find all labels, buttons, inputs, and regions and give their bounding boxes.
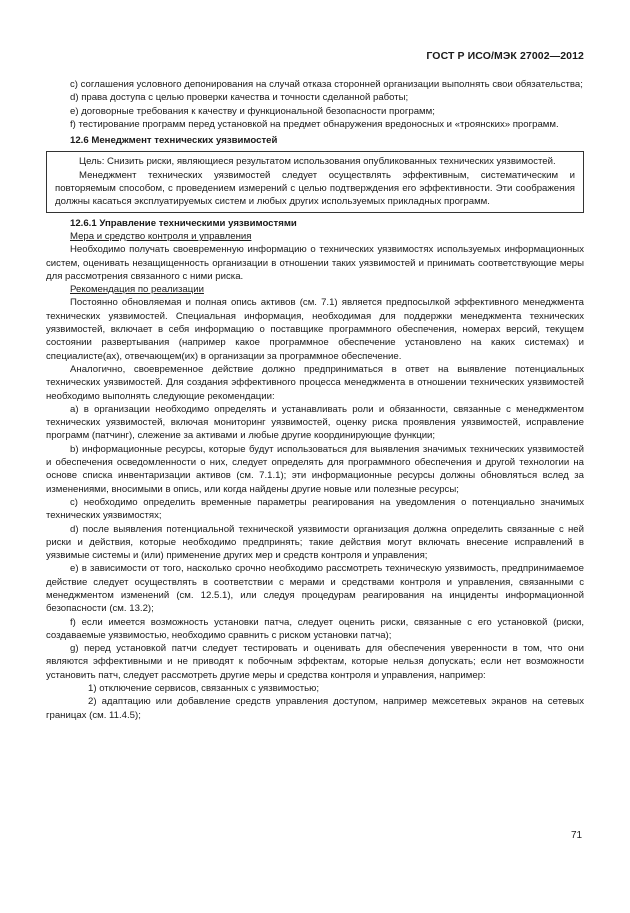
subsection-heading: 12.6.1 Управление техническими уязвимостями <box>70 217 297 229</box>
list-item: f) если имеется возможность установки патча, следует оценить риски, связанные с его установкой (риски, создаваемые уязвимостью, необходимо сравнить с риском установки патча); <box>46 616 584 641</box>
objective-text: Менеджмент технических уязвимостей следует осуществлять эффективным, систематическим и повторяемым способом, с проведением измерений с целью подтверждения его эффективности. Эти соображения должны касаться эксплуатируемых систем и любых других используемых прикладных программ. <box>55 169 575 208</box>
sub-list-item: 1) отключение сервисов, связанных с уязвимостью; <box>88 683 320 695</box>
objective-text: Цель: Снизить риски, являющиеся результатом использования опубликованных технических уязвимостей. <box>79 156 556 168</box>
list-item: e) в зависимости от того, насколько срочно необходимо рассмотреть техническую уязвимость, предпринимаемое действие следует осуществлять в соответствии с мерами и средствами контроля и управления, связанными с менеджментом изменений (см. 12.5.1), или следуя процедурам реагирования на инциденты информационной безопасности (см. 13.2); <box>46 563 584 615</box>
control-text: Необходимо получать своевременную информацию о технических уязвимостях используемых информационных систем, оценивать незащищенность организации в отношении таких уязвимостей и принимать соответствующие меры для рассмотрения связанного с ними риска. <box>46 244 584 282</box>
guidance-paragraph: Аналогично, своевременное действие должно предприниматься в ответ на выявление потенциальных технических уязвимостей. Для создания эффективного процесса менеджмента в отношении технических уязвимостей необходимо выполнять следующие рекомендации: <box>46 363 584 402</box>
list-item: d) права доступа с целью проверки качества и точности сделанной работы; <box>70 92 409 104</box>
list-item: b) информационные ресурсы, которые будут использоваться для выявления значимых технических уязвимостей и обеспечения осведомленности о них, следует определять для программного обеспечения и другой технологии на основе списка инвентаризации активов (см. 7.1.1); эти информационные ресурсы должны обновляться вслед за изменениями, вносимыми в опись, или когда найдены другие новые или полезные ресурсы; <box>46 443 584 495</box>
list-item: d) после выявления потенциальной технической уязвимости организация должна определить связанные с ней риски и действия, которые необходимо предпринять; такие действия могут включать внесение исправлений в уязвимые системы и (или) применение других мер и средств контроля и управления; <box>46 523 584 562</box>
document-code-header: ГОСТ Р ИСО/МЭК 27002—2012 <box>426 50 584 62</box>
sub-list-item: 2) адаптацию или добавление средств управления доступом, например межсетевых экранов на сетевых границах (см. 11.4.5); <box>46 696 584 721</box>
section-heading: 12.6 Менеджмент технических уязвимостей <box>70 135 278 147</box>
guidance-paragraph: Постоянно обновляемая и полная опись активов (см. 7.1) является предпосылкой эффективного менеджмента технических уязвимостей. Специальная информация, необходимая для поддержки менеджмента технических уязвимостей, включает в себя информацию о поставщике программного обеспечения, номерах версий, текущем состоянии развертывания (например какое программное обеспечение установлено на каких системах) и специалисте(ах), отвечающем(их) в организации за программное обеспечение. <box>46 297 584 362</box>
control-label: Мера и средство контроля и управления <box>70 230 252 242</box>
list-item: c) необходимо определить временные параметры реагирования на уведомления о потенциально значимых технических уязвимостях; <box>46 496 584 522</box>
list-item: c) соглашения условного депонирования на случай отказа сторонней организации выполнять свои обязательства; <box>70 79 583 90</box>
guidance-label: Рекомендация по реализации <box>70 284 204 296</box>
objective-box <box>46 151 584 212</box>
page-body <box>46 78 584 722</box>
page-number: 71 <box>571 830 583 841</box>
list-item: a) в организации необходимо определять и устанавливать роли и обязанности, связанные с менеджментом технических уязвимостей, включая мониторинг уязвимостей, оценку риска проявления уязвимостей, исправление программ (патчинг), слежение за активами и любые другие координирующие функции; <box>46 403 584 442</box>
list-item: f) тестирование программ перед установкой на предмет обнаружения вредоносных и «троянских» программ. <box>70 118 559 130</box>
list-item: g) перед установкой патчи следует тестировать и оценивать для обеспечения уверенности в том, что они являются эффективными и не приводят к побочным эффектам, которые нельзя допускать; если нет возможности установить патч, следует рассмотреть другие меры и средства контроля и управления, например: <box>46 643 584 681</box>
list-item: e) договорные требования к качеству и функциональной безопасности программ; <box>70 105 435 117</box>
